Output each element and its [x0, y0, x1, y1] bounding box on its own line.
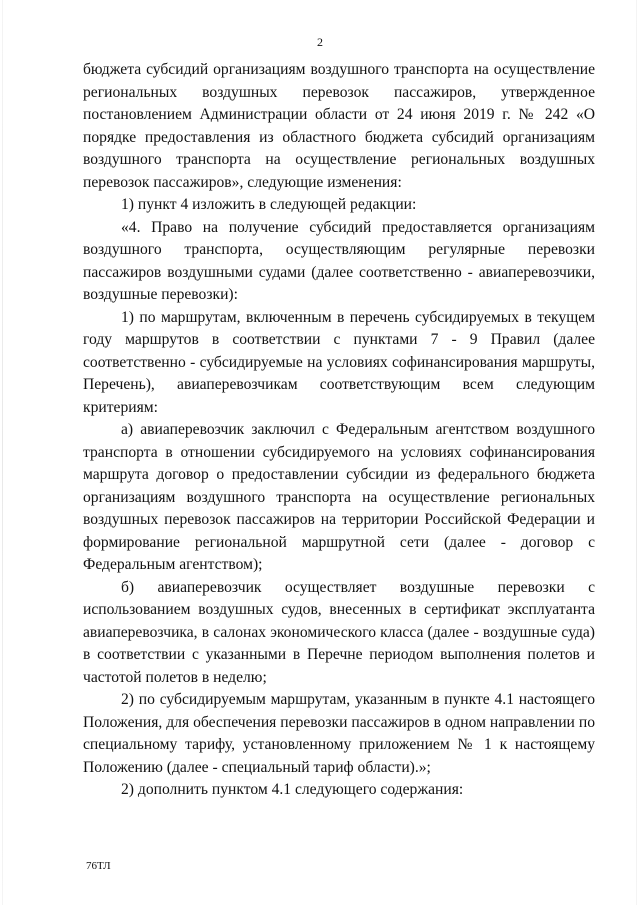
paragraph-subitem-a: а) авиаперевозчик заключил с Федеральным агентством воздушного транспорта в отношении субсидируемого на условиях софинансирования маршрута договор о предоставлении субсидии из федерального бюджета организациям воздушного транспорта на осуществление региональных воздушных перевозок пассажиров на территории Российской Федерации и формирование региональной маршрутной сети (далее - договор с Федеральным агентством);	[83, 421, 595, 573]
paragraph-subitem-b: б) авиаперевозчик осуществляет воздушные перевозки с использованием воздушных судов, внесенных в сертификат эксплуатанта авиаперевозчика, в салонах экономического класса (далее - воздушные суда) в соответствии с указанными в Перечне периодом выполнения полетов и частотой полетов в неделю;	[83, 578, 595, 686]
paragraph-item-1-point-4: 1) пункт 4 изложить в следующей редакции:	[121, 196, 417, 213]
document-code: 76ТЛ	[86, 860, 111, 872]
paragraph-point-4-right: «4. Право на получение субсидий предоставляется организациям воздушного транспорта, осуществляющим регулярные перевозки пассажиров воздушными судами (далее соответственно - авиаперевозчики, воздушные перевозки):	[83, 218, 595, 303]
paragraph-subitem-2: 2) по субсидируемым маршрутам, указанным в пункте 4.1 настоящего Положения, для обеспечения перевозки пассажиров в одном направлении по специальному тарифу, установленному приложением № 1 к настоящему Положению (далее - специальный тариф области).»;	[83, 691, 595, 776]
paragraph-item-2-point-4-1: 2) дополнить пунктом 4.1 следующего содержания:	[121, 781, 464, 798]
paragraph-subitem-1: 1) по маршрутам, включенным в перечень субсидируемых в текущем году маршрутов в соответствии с пунктами 7 - 9 Правил (далее соответственно - субсидируемые на условиях софинансирования маршруты, Перечень), авиаперевозчикам соответствующим всем следующим критериям:	[83, 308, 595, 416]
document-body	[83, 59, 595, 802]
scan-edge-left	[2, 0, 3, 905]
paragraph-budget-intro: бюджета субсидий организациям воздушного транспорта на осуществление региональных воздушных перевозок пассажиров, утвержденное постановлением Администрации области от 24 июня 2019 г. № 242 «О порядке предоставления из областного бюджета субсидий организациям воздушного транспорта на осуществление региональных воздушных перевозок пассажиров», следующие изменения:	[83, 61, 595, 191]
scan-edge-right	[636, 0, 637, 905]
page-number: 2	[317, 35, 323, 49]
